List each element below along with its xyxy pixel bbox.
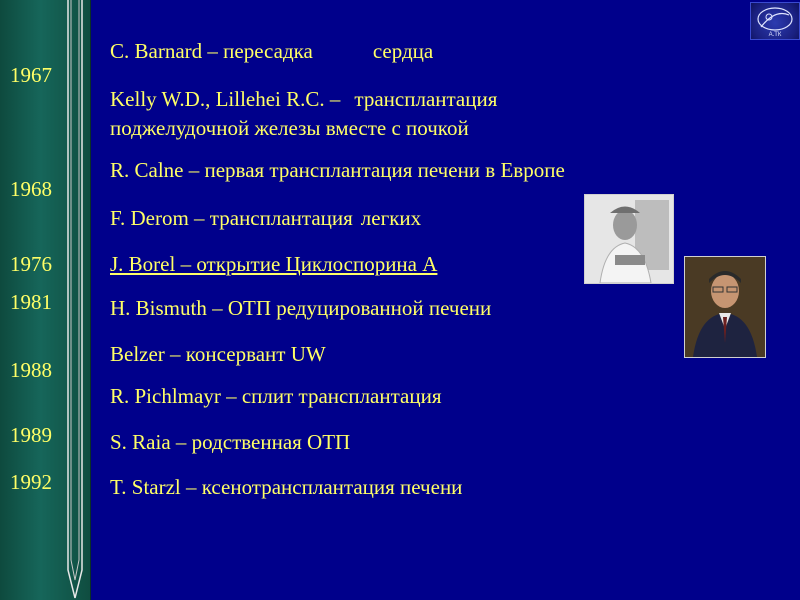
event-derom-text: F. Derom – трансплантация	[110, 206, 353, 230]
event-belzer: Belzer – консервант UW	[110, 342, 326, 366]
event-barnard-text: C. Barnard – пересадка	[110, 39, 313, 63]
year-1968: 1968	[10, 177, 52, 201]
portrait-1-image-icon	[585, 195, 673, 283]
corner-logo	[750, 2, 800, 40]
event-pichlmayr: R. Pichlmayr – сплит трансплантация	[110, 384, 442, 408]
event-kelly-continuation: поджелудочной железы вместе с почкой	[110, 116, 469, 140]
year-1967: 1967	[10, 63, 52, 87]
portrait-2-image-icon	[685, 257, 765, 357]
event-derom-organ: легких	[360, 206, 422, 230]
event-calne: R. Calne – первая трансплантация печени в Европе	[110, 158, 565, 182]
event-kelly	[110, 87, 497, 111]
event-barnard	[110, 39, 433, 63]
portrait-photo-2	[684, 256, 766, 358]
event-kelly-text: Kelly W.D., Lillehei R.C. –	[110, 87, 341, 111]
year-1989: 1989	[10, 423, 52, 447]
event-kelly-organ: трансплантация	[354, 87, 498, 111]
event-raia: S. Raia – родственная ОТП	[110, 430, 351, 454]
year-1992: 1992	[10, 470, 52, 494]
logo-emblem-icon	[751, 3, 799, 39]
event-starzl: T. Starzl – ксенотрансплантация печени	[110, 475, 463, 499]
year-1981: 1981	[10, 290, 52, 314]
year-1976: 1976	[10, 252, 52, 276]
event-barnard-organ: сердца	[372, 39, 434, 63]
logo-text: А.ТК	[768, 32, 782, 38]
portrait-photo-1	[584, 194, 674, 284]
event-derom	[110, 206, 421, 230]
event-bismuth: H. Bismuth – ОТП редуцированной печени	[110, 296, 492, 320]
event-borel: J. Borel – открытие Циклоспорина А	[110, 252, 438, 276]
year-1988: 1988	[10, 358, 52, 382]
